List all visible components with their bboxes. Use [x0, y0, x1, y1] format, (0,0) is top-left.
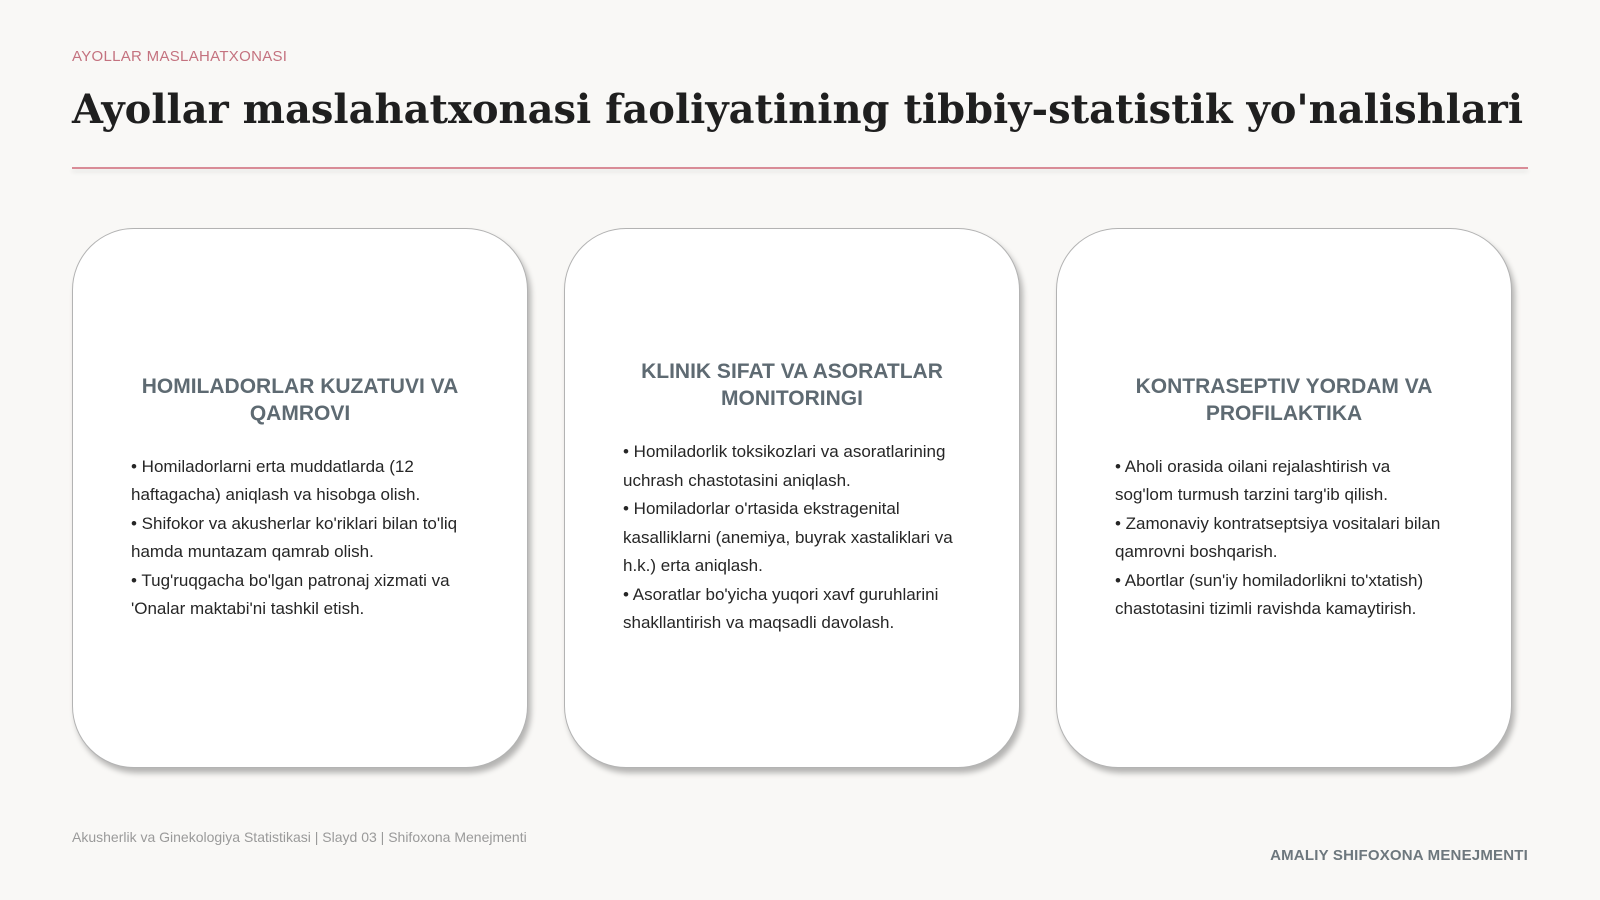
card-bullet-list — [1115, 453, 1453, 624]
slide-title: Ayollar maslahatxonasi faoliyatining tibbiy-statistik yo'nalishlari — [72, 86, 1524, 133]
section-eyebrow: AYOLLAR MASLAHATXONASI — [72, 48, 288, 65]
card-title: HOMILADORLAR KUZATUVI VA QAMROVI — [141, 374, 459, 425]
list-item: • Aholi orasida oilani rejalashtirish va sog'lom turmush tarzini targ'ib qilish. — [1115, 456, 1391, 504]
card-clinical-quality — [564, 228, 1020, 768]
card-title: KONTRASEPTIV YORDAM VA PROFILAKTIKA — [1135, 374, 1433, 425]
footer-caption: Akusherlik va Ginekologiya Statistikasi | Slayd 03 | Shifoxona Menejmenti — [72, 829, 527, 845]
card-pregnancy-monitoring — [72, 228, 528, 768]
list-item: • Asoratlar bo'yicha yuqori xavf guruhlarini shakllantirish va maqsadli davolash. — [623, 584, 939, 633]
card-contraceptive-care — [1056, 228, 1512, 768]
list-item: • Abortlar (sun'iy homiladorlikni to'xtatish) chastotasini tizimli ravishda kamaytirish. — [1115, 570, 1424, 618]
card-bullet-list — [131, 453, 469, 624]
list-item: • Zamonaviy kontratseptsiya vositalari bilan qamrovni boshqarish. — [1115, 513, 1441, 561]
card-bullet-list — [623, 438, 961, 638]
list-item: • Homiladorlik toksikozlari va asoratlarining uchrash chastotasini aniqlash. — [623, 442, 946, 490]
card-title: KLINIK SIFAT VA ASORATLAR MONITORINGI — [641, 360, 943, 411]
footer-brand: AMALIY SHIFOXONA MENEJMENTI — [1270, 847, 1528, 864]
list-item: • Homiladorlar o'rtasida ekstragenital kasalliklarni (anemiya, buyrak xastaliklari va h.k.) erta aniqlash. — [623, 499, 953, 576]
title-divider — [72, 167, 1528, 169]
list-item: • Tug'ruqgacha bo'lgan patronaj xizmati va 'Onalar maktabi'ni tashkil etish. — [131, 570, 450, 618]
list-item: • Homiladorlarni erta muddatlarda (12 haftagacha) aniqlash va hisobga olish. — [131, 456, 421, 504]
list-item: • Shifokor va akusherlar ko'riklari bilan to'liq hamda muntazam qamrab olish. — [131, 513, 458, 561]
